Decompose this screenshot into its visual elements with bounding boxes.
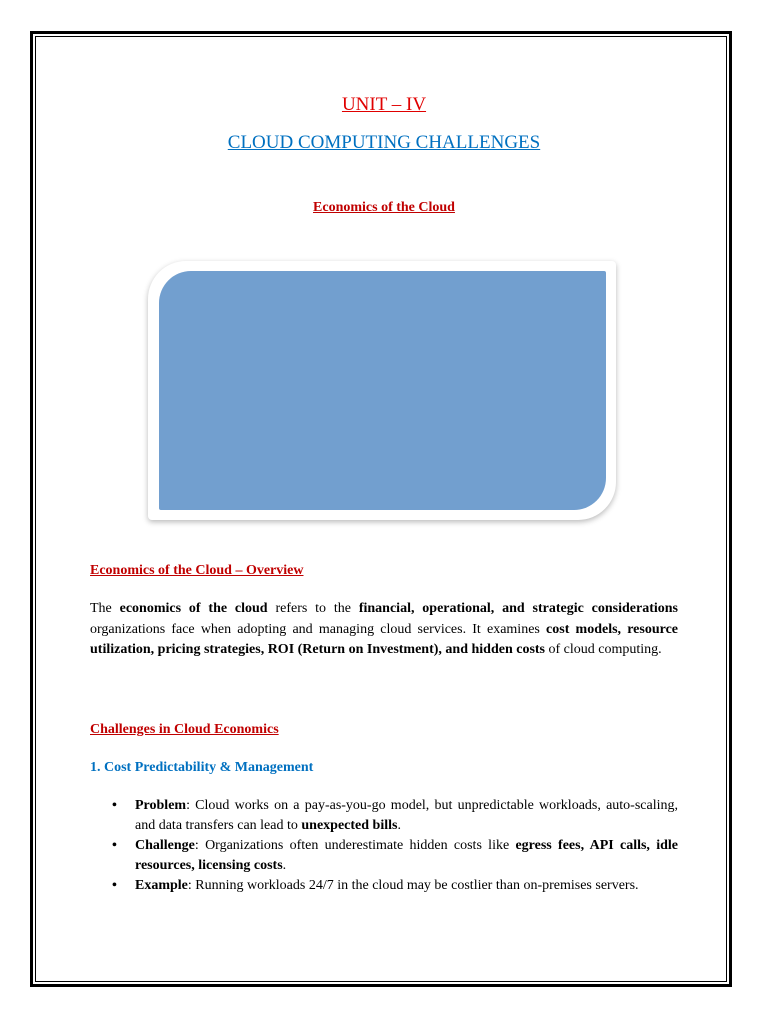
overview-text-2: refers to the bbox=[267, 601, 359, 616]
bullet-icon: • bbox=[112, 878, 117, 893]
list-item bbox=[90, 876, 678, 896]
item-label: Challenge bbox=[135, 838, 195, 853]
image-placeholder bbox=[159, 271, 606, 510]
item-bold: unexpected bills bbox=[301, 818, 398, 833]
page-title: CLOUD COMPUTING CHALLENGES bbox=[227, 132, 541, 153]
challenges-heading: Challenges in Cloud Economics bbox=[90, 722, 279, 737]
item-label: Example bbox=[135, 878, 188, 893]
list-item bbox=[90, 796, 678, 836]
item-text: : Organizations often underestimate hidden costs like bbox=[194, 838, 516, 853]
item-end: . bbox=[397, 818, 401, 833]
overview-bold-1: economics of the cloud bbox=[119, 601, 268, 616]
overview-paragraph bbox=[90, 599, 678, 661]
unit-title: UNIT – IV bbox=[341, 94, 427, 115]
item-text: : Cloud works on a pay-as-you-go model, but unpredictable workloads, auto-scaling, and data transfers can lead to bbox=[135, 798, 678, 833]
challenge-list bbox=[90, 796, 678, 896]
challenge-subheading: 1. Cost Predictability & Management bbox=[90, 760, 314, 775]
overview-text-4: of cloud computing. bbox=[545, 642, 662, 657]
bullet-icon: • bbox=[112, 838, 117, 853]
overview-heading: Economics of the Cloud – Overview bbox=[90, 563, 304, 578]
overview-bold-3: cost models, resource utilization, pricing strategies, ROI (Return on Investment), and hidden costs bbox=[90, 621, 678, 657]
list-item bbox=[90, 836, 678, 876]
overview-text-3: organizations face when adopting and managing cloud services. It examines bbox=[90, 621, 547, 637]
overview-text-1: The bbox=[90, 601, 120, 616]
item-text: : Running workloads 24/7 in the cloud may be costlier than on-premises servers. bbox=[187, 878, 639, 893]
section-title: Economics of the Cloud bbox=[313, 200, 455, 215]
item-bold: egress fees, API calls, idle resources, licensing costs bbox=[135, 838, 678, 873]
overview-bold-2: financial, operational, and strategic considerations bbox=[358, 601, 679, 616]
item-end: . bbox=[282, 858, 287, 873]
bullet-icon: • bbox=[112, 798, 117, 813]
item-label: Problem bbox=[135, 798, 187, 813]
